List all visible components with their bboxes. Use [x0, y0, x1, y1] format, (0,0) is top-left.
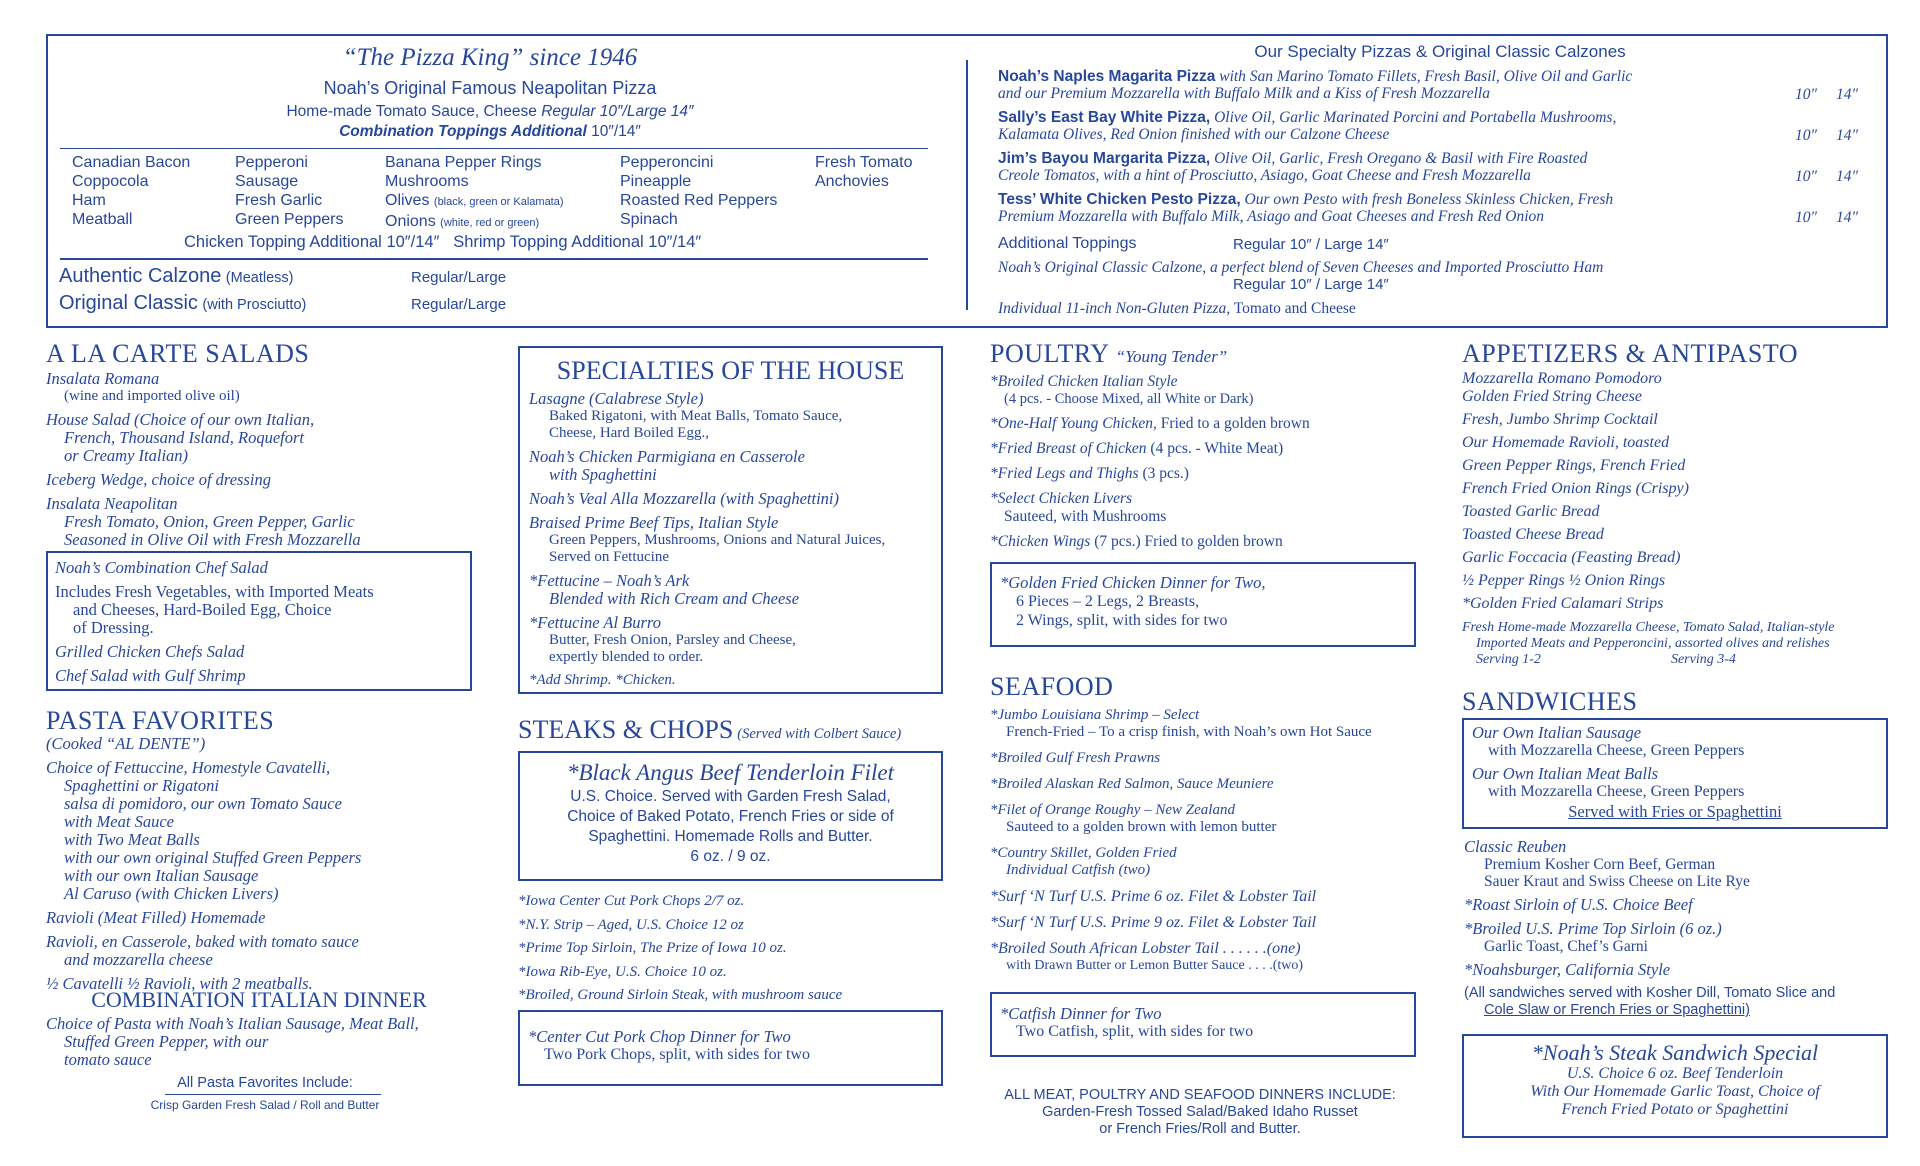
toppings-col-1 [72, 153, 190, 229]
steaks-list [518, 890, 842, 1008]
specialty-desc: and our Premium Mozzarella with Buffalo Milk and a Kiss of Fresh Mozzarella [998, 85, 1490, 102]
chicken-topping: Chicken Topping Additional [184, 233, 382, 251]
specialty-item: *Fettucine Al Burro [529, 613, 661, 632]
specialty-sub: Butter, Fresh Onion, Parsley and Cheese, [549, 632, 796, 648]
sandwich-note: Cole Slaw or French Fries or Spaghettini) [1484, 1002, 1750, 1018]
seafood-sub: Sauteed to a golden brown with lemon butter [1006, 819, 1277, 835]
sauce-line [180, 103, 800, 121]
poultry-item-desc: (4 pcs. - White Meat) [1146, 440, 1284, 457]
specialty-item: Braised Prime Beef Tips, Italian Style [529, 513, 779, 532]
specialty-sub: Cheese, Hard Boiled Egg., [549, 425, 709, 441]
topping: Fresh Tomato [815, 154, 913, 171]
specialty-sub: Served on Fettucine [549, 549, 669, 565]
topping-main: Olives [385, 192, 430, 209]
catfish-content [1000, 1005, 1253, 1041]
serving-large: Serving 3-4 [1670, 652, 1736, 667]
antipasto-desc: Fresh Home-made Mozzarella Cheese, Tomato Salad, Italian-style [1462, 620, 1835, 635]
specialty-title: Our Specialty Pizzas & Original Classic Calzones [1254, 42, 1626, 61]
pizza-title: Noah’s Original Famous Neapolitan Pizza [323, 78, 657, 98]
specialty-pizzas [998, 68, 1878, 232]
sandwich-box-content [1472, 724, 1744, 801]
pasta-item: Ravioli (Meat Filled) Homemade [46, 908, 266, 927]
sandwich-sub: Garlic Toast, Chef’s Garni [1484, 938, 1648, 955]
sandwich-served: Served with Fries or Spaghettini [1568, 802, 1782, 821]
poultry-item [990, 533, 1310, 551]
seafood-item: *Jumbo Louisiana Shrimp – Select [990, 707, 1200, 723]
specialty-pizza [998, 68, 1878, 109]
sandwich-sub: with Mozzarella Cheese, Green Peppers [1488, 783, 1745, 800]
pasta-item: ½ Cavatelli ½ Ravioli, with 2 meatballs. [46, 974, 313, 993]
topping-note: (white, red or green) [440, 217, 540, 229]
antipasto-serving [1462, 652, 1835, 668]
specialty-desc: Creole Tomatos, with a hint of Prosciutto, Asiago, Goat Cheese and Fresh Mozzarella [998, 167, 1531, 184]
chef-salad-title: Noah’s Combination Chef Salad [55, 558, 268, 577]
topping: Meatball [72, 211, 133, 228]
filet-line: Choice of Baked Potato, French Fries or side of [567, 808, 894, 825]
specialty-sub: Green Peppers, Mushrooms, Onions and Natural Juices, [549, 532, 886, 548]
toppings-col-2 [235, 153, 344, 229]
pasta-include: Crisp Garden Fresh Salad / Roll and Butter [150, 1098, 380, 1112]
combo-dinner-title: COMBINATION ITALIAN DINNER [91, 987, 427, 1012]
specialty-item: *Fettucine – Noah’s Ark [529, 571, 690, 590]
combo-line [180, 123, 800, 141]
sandwich-list [1464, 838, 1835, 1019]
poultry-note: “Young Tender” [1115, 347, 1228, 366]
poultry-item [990, 440, 1310, 458]
specialty-add: *Add Shrimp. *Chicken. [529, 672, 676, 688]
seafood-sub: Individual Catfish (two) [1006, 862, 1151, 878]
size-10: 10″ [1795, 127, 1817, 144]
calzone-authentic [59, 265, 293, 288]
sandwich-note: (All sandwiches served with Kosher Dill, Tomato Slice and [1464, 985, 1836, 1001]
vertical-divider [966, 60, 968, 310]
specialty-name: Jim’s Bayou Margarita Pizza, [998, 150, 1211, 167]
combo-sizes: 10″/14″ [586, 123, 641, 140]
poultry-title: POULTRY [990, 339, 1116, 368]
pasta-item: with Two Meat Balls [64, 830, 200, 849]
steak-sandwich-content [1462, 1040, 1888, 1119]
topping: Pineapple [620, 173, 692, 190]
calzone-note: (Meatless) [225, 270, 294, 286]
topping: Banana Pepper Rings [385, 154, 542, 171]
topping [385, 212, 564, 233]
steak-item: *Iowa Rib-Eye, U.S. Choice 10 oz. [518, 963, 727, 980]
poultry-list [990, 373, 1310, 551]
non-gluten-name: Individual 11-inch Non-Gluten Pizza, [998, 300, 1231, 317]
seafood-title: SEAFOOD [990, 672, 1114, 701]
specialty-item: Noah’s Veal Alla Mozzarella (with Spaghettini) [529, 489, 839, 508]
seafood-sub: with Drawn Butter or Lemon Butter Sauce . . . .(two) [1006, 958, 1304, 973]
sandwich-item: *Roast Sirloin of U.S. Choice Beef [1464, 895, 1693, 914]
seafood-item: *Broiled Gulf Fresh Prawns [990, 750, 1161, 766]
toppings-divider-bottom [60, 258, 928, 260]
antipasto-desc: Imported Meats and Pepperoncini, assorted olives and relishes [1476, 636, 1830, 651]
specialty-desc: Olive Oil, Garlic Marinated Porcini and Portabella Mushrooms, [1210, 109, 1617, 126]
specialties-title: SPECIALTIES OF THE HOUSE [556, 356, 905, 385]
pasta-item: Choice of Fettuccine, Homestyle Cavatelli, [46, 758, 331, 777]
combo-label: Combination Toppings Additional [339, 123, 587, 140]
salad-item: House Salad (Choice of our own Italian, [46, 410, 315, 429]
calzone-original [59, 292, 306, 315]
seafood-item: *Filet of Orange Roughy – New Zealand [990, 802, 1235, 818]
specialty-desc: with San Marino Tomato Fillets, Fresh Basil, Olive Oil and Garlic [1215, 68, 1633, 85]
slogan: “The Pizza King” since 1946 [342, 44, 638, 71]
specialties-list [529, 390, 885, 689]
pasta-item: with our own Italian Sausage [64, 866, 259, 885]
sandwich-item: *Broiled U.S. Prime Top Sirloin (6 oz.) [1464, 919, 1722, 938]
salads-list [46, 370, 476, 549]
specialty-item: with Spaghettini [549, 465, 657, 484]
appetizer-item: Green Pepper Rings, French Fried [1462, 457, 1686, 474]
poultry-item-name: *One-Half Young Chicken, [990, 415, 1157, 432]
appetizer-item: Fresh, Jumbo Shrimp Cocktail [1462, 411, 1658, 428]
poultry-item-desc: (7 pcs.) Fried to golden brown [1090, 533, 1283, 550]
pasta-item: and mozzarella cheese [64, 950, 213, 969]
steak-sandwich-line: French Fried Potato or Spaghettini [1561, 1101, 1789, 1118]
salad-sub: Fresh Tomato, Onion, Green Pepper, Garlic [64, 512, 355, 531]
poultry-title-row [990, 339, 1227, 369]
steaks-note: (Served with Colbert Sauce) [737, 726, 902, 742]
combo-line: Stuffed Green Pepper, with our [64, 1032, 269, 1051]
chef-salad-desc: and Cheeses, Hard-Boiled Egg, Choice [73, 600, 332, 619]
seafood-item: *Country Skillet, Golden Fried [990, 845, 1177, 861]
pasta-item: Spaghettini or Rigatoni [64, 776, 219, 795]
steak-item: *Iowa Center Cut Pork Chops 2/7 oz. [518, 893, 745, 909]
specialty-item: Noah’s Chicken Parmigiana en Casserole [529, 447, 805, 466]
topping: Ham [72, 192, 106, 209]
classic-calzone: Noah’s Original Classic Calzone, a perfect blend of Seven Cheeses and Imported Prosciutto Ham [998, 259, 1604, 276]
chicken-dinner-desc: 6 Pieces – 2 Legs, 2 Breasts, [1016, 593, 1200, 610]
specialty-pizza [998, 150, 1878, 191]
topping: Sausage [235, 173, 299, 190]
sandwich-sub: Premium Kosher Corn Beef, German [1484, 856, 1716, 873]
non-gluten-desc: Tomato and Cheese [1230, 300, 1356, 317]
specialty-item: Lasagne (Calabrese Style) [529, 389, 704, 408]
catfish-desc: Two Catfish, split, with sides for two [1016, 1023, 1254, 1040]
specialty-name: Sally’s East Bay White Pizza, [998, 109, 1211, 126]
topping: Mushrooms [385, 173, 469, 190]
dinners-include-line: ALL MEAT, POULTRY AND SEAFOOD DINNERS INCLUDE: [1004, 1087, 1396, 1103]
steak-sandwich-title: *Noah’s Steak Sandwich Special [1531, 1040, 1819, 1065]
pork-chop-title: *Center Cut Pork Chop Dinner for Two [528, 1027, 791, 1046]
poultry-item: *Broiled Chicken Italian Style [990, 373, 1178, 390]
salads-title: A LA CARTE SALADS [46, 339, 310, 368]
poultry-item-name: *Fried Breast of Chicken [990, 440, 1147, 457]
topping: Green Peppers [235, 211, 344, 228]
salad-sub: (wine and imported olive oil) [64, 388, 240, 404]
pasta-include-rule [165, 1094, 381, 1095]
topping: Fresh Garlic [235, 192, 323, 209]
size-10: 10″ [1795, 86, 1817, 103]
poultry-item [990, 415, 1310, 433]
poultry-item-desc: Fried to a golden brown [1156, 415, 1310, 432]
appetizer-item: Garlic Foccacia (Feasting Bread) [1462, 549, 1681, 566]
calzone-name: Authentic Calzone [59, 265, 222, 287]
chicken-dinner-content [1000, 574, 1266, 630]
specialty-pizza [998, 109, 1878, 150]
specialty-desc: Olive Oil, Garlic, Fresh Oregano & Basil with Fire Roasted [1210, 150, 1588, 167]
specialty-name: Tess’ White Chicken Pesto Pizza, [998, 191, 1241, 208]
specialty-pizza [998, 191, 1878, 232]
topping: Coppocola [72, 173, 149, 190]
dinners-include [960, 1087, 1440, 1138]
poultry-item-desc: (3 pcs.) [1138, 465, 1189, 482]
seafood-item: *Broiled Alaskan Red Salmon, Sauce Meuniere [990, 776, 1274, 792]
sandwich-item: *Noahsburger, California Style [1464, 960, 1671, 979]
sauce-line-text: Home-made Tomato Sauce, Cheese [286, 103, 542, 120]
sandwich-item: Our Own Italian Meat Balls [1472, 764, 1659, 783]
non-gluten-pizza [998, 300, 1356, 318]
toppings-col-5 [815, 153, 913, 191]
sandwiches-title: SANDWICHES [1462, 687, 1638, 716]
sandwich-sub: Sauer Kraut and Swiss Cheese on Lite Rye [1484, 873, 1750, 890]
appetizer-item: Golden Fried String Cheese [1462, 388, 1642, 405]
filet-line: U.S. Choice. Served with Garden Fresh Salad, [570, 788, 891, 805]
pasta-item: with Meat Sauce [64, 812, 174, 831]
shrimp-sizes: 10″/14″ [648, 233, 702, 251]
size-10: 10″ [1795, 209, 1817, 226]
chicken-shrimp-line [184, 233, 701, 252]
filet-line: 6 oz. / 9 oz. [690, 848, 771, 865]
pork-chop-desc: Two Pork Chops, split, with sides for two [544, 1046, 810, 1063]
calzone-note: (with Prosciutto) [202, 297, 307, 313]
seafood-item: *Surf ‘N Turf U.S. Prime 6 oz. Filet & Lobster Tail [990, 888, 1317, 905]
pasta-item: Al Caruso (with Chicken Livers) [64, 884, 279, 903]
pasta-sub: (Cooked “AL DENTE”) [46, 734, 206, 753]
appetizer-item: French Fried Onion Rings (Crispy) [1462, 480, 1689, 497]
steak-item: *N.Y. Strip – Aged, U.S. Choice 12 oz [518, 916, 744, 933]
sandwich-item: Our Own Italian Sausage [1472, 723, 1642, 742]
chef-salad-item: Grilled Chicken Chefs Salad [55, 642, 245, 661]
poultry-item: *Select Chicken Livers [990, 490, 1133, 507]
size-14: 14″ [1836, 127, 1858, 144]
appetizer-item: Toasted Cheese Bread [1462, 526, 1604, 543]
filet-line: Spaghettini. Homemade Rolls and Butter. [588, 828, 873, 845]
specialty-desc: Our own Pesto with fresh Boneless Skinless Chicken, Fresh [1240, 191, 1614, 208]
dinners-include-line: or French Fries/Roll and Butter. [1099, 1121, 1301, 1137]
topping-note: (black, green or Kalamata) [433, 196, 564, 208]
seafood-item: *Broiled South African Lobster Tail . . . . . .(one) [990, 940, 1301, 957]
specialty-sub: Baked Rigatoni, with Meat Balls, Tomato Sauce, [549, 408, 843, 424]
pasta-item: with our own original Stuffed Green Peppers [64, 848, 362, 867]
specialty-sub: expertly blended to order. [549, 649, 704, 665]
toppings-divider-top [60, 148, 928, 149]
size-14: 14″ [1836, 209, 1858, 226]
pork-chop-content [528, 1028, 810, 1064]
pasta-item: salsa di pomidoro, our own Tomato Sauce [64, 794, 342, 813]
toppings-col-4 [620, 153, 777, 229]
specialty-desc: Kalamata Olives, Red Onion finished with our Calzone Cheese [998, 126, 1390, 143]
appetizers-list [1462, 370, 1835, 668]
filet-desc [518, 787, 943, 867]
steak-sandwich-line: U.S. Choice 6 oz. Beef Tenderloin [1566, 1065, 1784, 1082]
topping [385, 191, 564, 212]
size-14: 14″ [1836, 86, 1858, 103]
combo-dinner [46, 1015, 419, 1069]
sauce-line-sizes: Regular 10″/Large 14″ [541, 103, 694, 120]
shrimp-topping: Shrimp Topping Additional [453, 233, 644, 251]
chef-salad-item: Chef Salad with Gulf Shrimp [55, 666, 246, 685]
poultry-item [990, 465, 1310, 483]
topping: Pepperoni [235, 154, 308, 171]
dinners-include-line: Garden-Fresh Tossed Salad/Baked Idaho Russet [1042, 1104, 1358, 1120]
topping: Canadian Bacon [72, 154, 191, 171]
pasta-list [46, 735, 486, 993]
calzone-sizes: Regular/Large [411, 269, 507, 286]
appetizer-item: Mozzarella Romano Pomodoro [1462, 370, 1662, 387]
chef-salad-desc: of Dressing. [73, 618, 154, 637]
pasta-item: Ravioli, en Casserole, baked with tomato sauce [46, 932, 359, 951]
calzone-sizes: Regular/Large [411, 296, 507, 313]
toppings-col-3 [385, 153, 564, 233]
poultry-item-name: *Chicken Wings [990, 533, 1091, 550]
chef-salad-desc: Includes Fresh Vegetables, with Imported Meats [55, 582, 374, 601]
poultry-item-name: *Fried Legs and Thighs [990, 465, 1139, 482]
chicken-dinner-desc: 2 Wings, split, with sides for two [1016, 612, 1228, 629]
pasta-include-title: All Pasta Favorites Include: [177, 1075, 353, 1091]
poultry-sub: Sauteed, with Mushrooms [1004, 508, 1167, 525]
steaks-title-row [518, 715, 901, 745]
combo-line: tomato sauce [64, 1050, 152, 1069]
specialty-item: Blended with Rich Cream and Cheese [549, 589, 800, 608]
size-14: 14″ [1836, 168, 1858, 185]
calzone-name: Original Classic [59, 292, 198, 314]
catfish-title: *Catfish Dinner for Two [1000, 1004, 1162, 1023]
chef-salad-content [55, 559, 374, 685]
steak-sandwich-line: With Our Homemade Garlic Toast, Choice of [1530, 1083, 1820, 1100]
salad-item: Iceberg Wedge, choice of dressing [46, 470, 271, 489]
appetizers-title: APPETIZERS & ANTIPASTO [1462, 339, 1799, 368]
topping-main: Onions [385, 213, 436, 230]
salad-item: Insalata Neapolitan [46, 494, 178, 513]
salad-item: or Creamy Italian) [64, 446, 189, 465]
appetizer-item: ½ Pepper Rings ½ Onion Rings [1462, 572, 1666, 589]
topping: Pepperoncini [620, 154, 714, 171]
steak-item: *Broiled, Ground Sirloin Steak, with mushroom sauce [518, 987, 843, 1003]
topping: Anchovies [815, 173, 889, 190]
pasta-title: PASTA FAVORITES [46, 706, 275, 735]
sandwich-item: Classic Reuben [1464, 837, 1567, 856]
classic-calzone-sizes: Regular 10″ / Large 14″ [1233, 276, 1389, 293]
additional-sizes: Regular 10″ / Large 14″ [1233, 236, 1389, 253]
appetizer-item: Our Homemade Ravioli, toasted [1462, 434, 1670, 451]
size-10: 10″ [1795, 168, 1817, 185]
serving-small: Serving 1-2 [1476, 652, 1541, 667]
specialty-desc: Premium Mozzarella with Buffalo Milk, Asiago and Goat Cheeses and Fresh Red Onion [998, 208, 1545, 225]
salad-item: French, Thousand Island, Roquefort [64, 428, 304, 447]
seafood-sub: French-Fried – To a crisp finish, with Noah’s own Hot Sauce [1006, 724, 1372, 740]
seafood-item: *Surf ‘N Turf U.S. Prime 9 oz. Filet & Lobster Tail [990, 914, 1317, 931]
steak-item: *Prime Top Sirloin, The Prize of Iowa 10 oz. [518, 940, 787, 956]
seafood-list [990, 707, 1372, 974]
salad-item: Insalata Romana [46, 369, 160, 388]
specialty-name: Noah’s Naples Magarita Pizza [998, 68, 1216, 85]
appetizer-item: Toasted Garlic Bread [1462, 503, 1600, 520]
additional-toppings: Additional Toppings [998, 235, 1137, 252]
appetizer-item: *Golden Fried Calamari Strips [1462, 595, 1664, 612]
steaks-title: STEAKS & CHOPS [518, 715, 734, 744]
filet-title: *Black Angus Beef Tenderloin Filet [566, 760, 895, 785]
topping: Spinach [620, 211, 678, 228]
sandwich-sub: with Mozzarella Cheese, Green Peppers [1488, 742, 1745, 759]
poultry-sub: (4 pcs. - Choose Mixed, all White or Dark) [1004, 391, 1254, 407]
chicken-dinner-title: *Golden Fried Chicken Dinner for Two, [1000, 573, 1266, 592]
salad-sub: Seasoned in Olive Oil with Fresh Mozzarella [64, 530, 361, 549]
chicken-sizes: 10″/14″ [386, 233, 440, 251]
combo-line: Choice of Pasta with Noah’s Italian Sausage, Meat Ball, [46, 1014, 419, 1033]
topping: Roasted Red Peppers [620, 192, 778, 209]
